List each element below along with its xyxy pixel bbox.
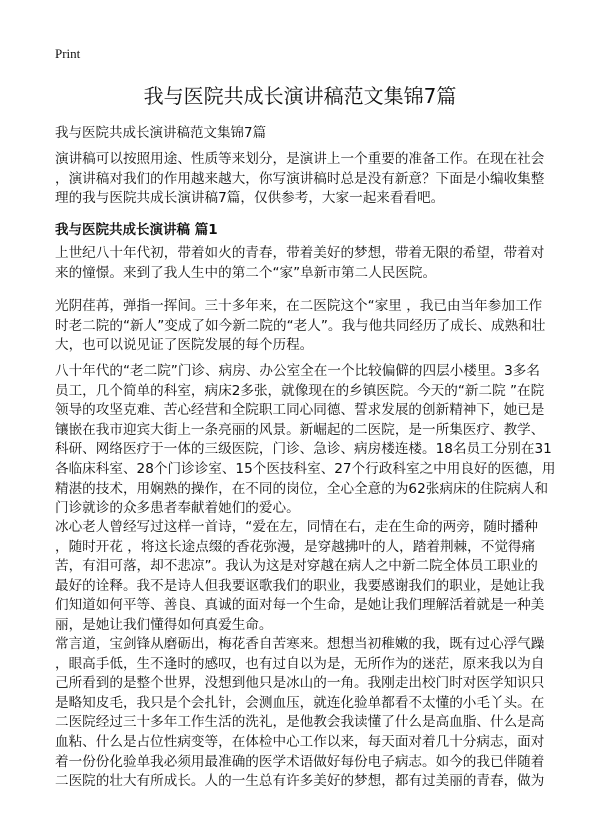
text-line: 着一份份化验单我必须用最准确的医学术语做好每份电子病志。如今的我已伴随着 xyxy=(55,753,545,770)
text-line: 丽，是她让我们懂得如何真爱生命。 xyxy=(55,616,273,633)
text-line: 冰心老人曾经写过这样一首诗，“爱在左，同情在右，走在生命的两旁，随时播种 xyxy=(55,519,538,535)
paragraph xyxy=(55,635,555,792)
text-line: 血粘、什么是占位性病变等，在体检中心工作以来，每天面对着几十分病志，面对 xyxy=(55,733,545,750)
text-line: 镶嵌在我市迎宾大街上一条亮丽的风景。新崛起的二医院，是一所集医疗、教学、 xyxy=(55,421,545,438)
paragraph xyxy=(55,362,555,519)
text-line: 精湛的技术，用娴熟的操作，在不同的岗位，全心全意的为62张病床的住院病人和 xyxy=(55,480,549,497)
text-line: 最好的诠释。我不是诗人但我要讴歌我们的职业，我要感谢我们的职业，是她让我 xyxy=(55,577,545,594)
text-line: 理的我与医院共成长演讲稿7篇，仅供参考，大家一起来看看吧。 xyxy=(55,190,445,207)
text-line: 们知道如何平等、善良、真诚的面对每一个生命，是她让我们理解活着就是一种美 xyxy=(55,597,545,614)
text-line: 来的憧憬。来到了我人生中的第二个“家”阜新市第二人民医院。 xyxy=(55,264,437,281)
text-line: 大，也可以说见证了医院发展的每个历程。 xyxy=(55,337,314,354)
text-line: 己所看到的是整个世界，没想到他只是冰山的一角。我刚走出校门时对医学知识只 xyxy=(55,675,545,692)
text-line: 门诊就诊的众多患者奉献着她们的爱心。 xyxy=(55,500,300,517)
text-line: ，随时开花 ，将这长途点缀的香花弥漫，是穿越拂叶的人，踏着荆棘，不觉得痛 xyxy=(55,538,536,555)
text-line: 时老二院的“新人”变成了如今新二院的“老人”。我与他共同经历了成长、成熟和壮 xyxy=(55,317,546,334)
text-line: 二医院的壮大有所成长。人的一生总有许多美好的梦想，都有过美丽的青春，做为 xyxy=(55,773,545,790)
text-line: 八十年代的“老二院”门诊、病房、办公室全在一个比较偏僻的四层小楼里。3多名 xyxy=(55,363,540,379)
section-heading: 我与医院共成长演讲稿 篇1 xyxy=(55,222,218,238)
text-line: ，演讲稿对我们的作用越来越大，你写演讲稿时总是没有新意？下面是小编收集整 xyxy=(55,170,545,187)
text-line: 二医院经过三十多年工作生活的洗礼，是他教会我读懂了什么是高血脂、什么是高 xyxy=(55,714,545,731)
text-line: ，眼高手低，生不逢时的感叹，也有过自以为是，无所作为的迷茫，原来我以为自 xyxy=(55,655,545,672)
intro-paragraph xyxy=(55,150,555,209)
text-line: 领导的攻坚克难、苦心经营和全院职工同心同德、誓求发展的创新精神下，她已是 xyxy=(55,402,545,419)
text-line: 科研、网络医疗于一体的三级医院，门诊、急诊、病房楼连楼。18名员工分别在31 xyxy=(55,441,552,458)
text-line: 常言道，宝剑锋从磨砺出，梅花香自苦寒来。想想当初稚嫩的我，既有过心浮气躁 xyxy=(55,636,545,652)
text-line: 光阴荏苒，弹指一挥间。三十多年来，在二医院这个“家里 ，我已由当年参加工作 xyxy=(55,298,543,314)
print-link[interactable]: Print xyxy=(55,46,81,61)
document-subtitle: 我与医院共成长演讲稿范文集锦7篇 xyxy=(55,125,267,141)
paragraph xyxy=(55,518,555,636)
text-line: 是略知皮毛，我只是个会扎针，会测血压，就连化验单都看不太懂的小毛丫头。在 xyxy=(55,694,545,711)
text-line: 演讲稿可以按照用途、性质等来划分，是演讲上一个重要的准备工作。在现在社会 xyxy=(55,151,545,167)
text-line: 上世纪八十年代初，带着如火的青春，带着美好的梦想，带着无限的希望，带着对 xyxy=(55,245,545,261)
text-line: 苦，有泪可落，却不悲凉”。我认为这是对穿越在病人之中新二院全体员工职业的 xyxy=(55,558,538,575)
text-line: 各临床科室、28个门诊诊室、15个医技科室、27个行政科室之中用良好的医德，用 xyxy=(55,460,556,477)
page-title: 我与医院共成长演讲稿范文集锦7篇 xyxy=(143,84,457,108)
paragraph xyxy=(55,244,555,283)
text-line: 员工，几个简单的科室，病床2多张，就像现在的乡镇医院。今天的“新二院 ”在院 xyxy=(55,382,545,399)
paragraph xyxy=(55,297,555,356)
